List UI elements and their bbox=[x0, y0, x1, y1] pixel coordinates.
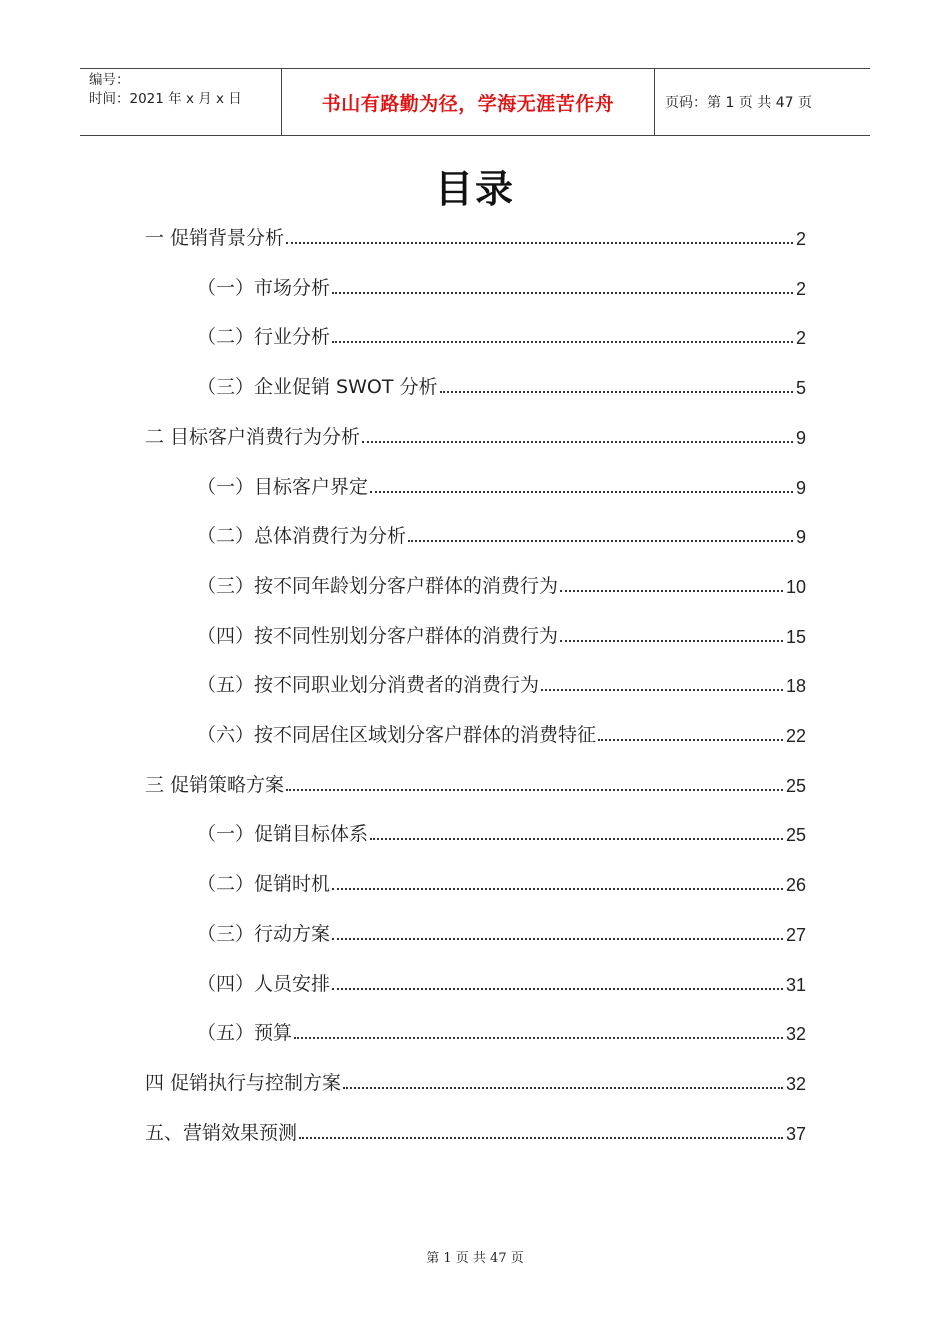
toc-entry-page: 2 bbox=[795, 229, 806, 249]
toc-entry[interactable] bbox=[197, 916, 806, 946]
toc-entry[interactable] bbox=[145, 1115, 806, 1145]
toc-leader-dots bbox=[286, 789, 783, 791]
toc-entry-label: （四）按不同性别划分客户群体的消费行为 bbox=[197, 624, 559, 647]
toc-entry-label: （一）市场分析 bbox=[197, 276, 331, 299]
toc-entry-label: （四）人员安排 bbox=[197, 972, 331, 995]
toc-entry-label: （六）按不同居住区域划分客户群体的消费特征 bbox=[197, 724, 597, 746]
toc-entry[interactable] bbox=[197, 816, 806, 846]
toc-entry[interactable] bbox=[197, 717, 806, 747]
toc-entry-label: 二 目标客户消费行为分析 bbox=[145, 425, 361, 448]
toc-entry-page: 27 bbox=[785, 924, 806, 945]
page-info: 页码：第 1 页 共 47 页 bbox=[665, 95, 812, 111]
header-motto-cell bbox=[282, 69, 655, 135]
toc-entry[interactable] bbox=[197, 866, 806, 896]
toc-entry[interactable] bbox=[197, 469, 806, 499]
toc-entry[interactable] bbox=[145, 767, 806, 797]
motto-text: 书山有路勤为径，学海无涯苦作舟 bbox=[321, 92, 615, 115]
toc-entry-page: 37 bbox=[785, 1123, 806, 1144]
toc-entry-page: 9 bbox=[795, 527, 806, 548]
toc-entry-page: 22 bbox=[785, 726, 806, 746]
toc-entry-label: （五）按不同职业划分消费者的消费行为 bbox=[197, 674, 540, 697]
header-meta-cell bbox=[80, 69, 282, 135]
toc-entry-page: 2 bbox=[795, 278, 806, 299]
toc-entry[interactable] bbox=[197, 369, 806, 399]
toc-leader-dots bbox=[294, 1037, 783, 1039]
header-table bbox=[80, 68, 870, 136]
toc-leader-dots bbox=[332, 341, 793, 343]
toc-entry-page: 26 bbox=[785, 875, 806, 896]
toc-entry-label: 五、营销效果预测 bbox=[145, 1121, 298, 1144]
time-label: 时间：2021 年 x 月 x 日 bbox=[89, 91, 242, 107]
toc-leader-dots bbox=[440, 391, 793, 393]
page-footer: 第 1 页 共 47 页 bbox=[426, 1251, 524, 1266]
toc-entry[interactable] bbox=[197, 1015, 806, 1045]
toc-leader-dots bbox=[332, 988, 783, 990]
toc-leader-dots bbox=[332, 888, 783, 890]
number-label: 编号： bbox=[89, 72, 130, 88]
toc-entry[interactable] bbox=[197, 618, 806, 648]
toc-leader-dots bbox=[362, 441, 793, 443]
toc-leader-dots bbox=[408, 540, 793, 542]
toc-entry-page: 2 bbox=[795, 328, 806, 349]
toc-entry-label: （三）按不同年龄划分客户群体的消费行为 bbox=[197, 574, 559, 597]
toc-leader-dots bbox=[286, 242, 793, 244]
toc-entry[interactable] bbox=[197, 568, 806, 598]
toc-entry-label: （二）促销时机 bbox=[197, 873, 331, 896]
toc-entry[interactable] bbox=[145, 1065, 806, 1095]
toc-leader-dots bbox=[343, 1087, 783, 1089]
toc-entry[interactable] bbox=[145, 220, 806, 250]
header-page-cell bbox=[655, 69, 870, 135]
toc-leader-dots bbox=[370, 838, 783, 840]
toc-entry-label: 三 促销策略方案 bbox=[145, 773, 285, 796]
toc-entry[interactable] bbox=[197, 966, 806, 996]
toc-entry[interactable] bbox=[197, 319, 806, 349]
toc-entry-page: 25 bbox=[785, 825, 806, 846]
toc-leader-dots bbox=[332, 938, 783, 940]
toc-leader-dots bbox=[560, 590, 783, 592]
toc-entry-page: 32 bbox=[785, 1073, 806, 1094]
toc-leader-dots bbox=[560, 640, 783, 642]
toc-entry-page: 9 bbox=[795, 427, 806, 448]
toc-entry[interactable] bbox=[197, 667, 806, 697]
toc-entry-label: （二）行业分析 bbox=[197, 326, 331, 349]
toc-entry[interactable] bbox=[197, 270, 806, 300]
toc-entry-label: 一 促销背景分析 bbox=[145, 227, 285, 249]
toc-entry-label: （一）促销目标体系 bbox=[197, 823, 369, 846]
toc-entry-page: 15 bbox=[785, 626, 806, 647]
toc-entry-page: 18 bbox=[785, 676, 806, 697]
toc-entry-page: 31 bbox=[785, 974, 806, 995]
toc-entry[interactable] bbox=[145, 419, 806, 449]
toc-entry-page: 9 bbox=[795, 477, 806, 498]
toc-entry-label: （三）行动方案 bbox=[197, 922, 331, 945]
toc-entry-label: （一）目标客户界定 bbox=[197, 475, 369, 498]
toc-leader-dots bbox=[370, 491, 793, 493]
toc-leader-dots bbox=[541, 689, 783, 691]
toc-entry-page: 10 bbox=[785, 576, 806, 597]
toc-entry-page: 32 bbox=[785, 1024, 806, 1045]
toc-leader-dots bbox=[299, 1137, 783, 1139]
toc-leader-dots bbox=[598, 739, 783, 741]
toc-leader-dots bbox=[332, 292, 793, 294]
toc-entry-label: （二）总体消费行为分析 bbox=[197, 525, 407, 548]
toc-entry-page: 5 bbox=[795, 378, 806, 399]
toc-entry-page: 25 bbox=[785, 775, 806, 796]
toc-entry-label: （三）企业促销 SWOT 分析 bbox=[197, 376, 438, 399]
toc-entry-label: 四 促销执行与控制方案 bbox=[145, 1071, 342, 1094]
toc-entry[interactable] bbox=[197, 518, 806, 548]
toc-entry-label: （五）预算 bbox=[197, 1022, 293, 1045]
page-title: 目录 bbox=[434, 167, 515, 211]
